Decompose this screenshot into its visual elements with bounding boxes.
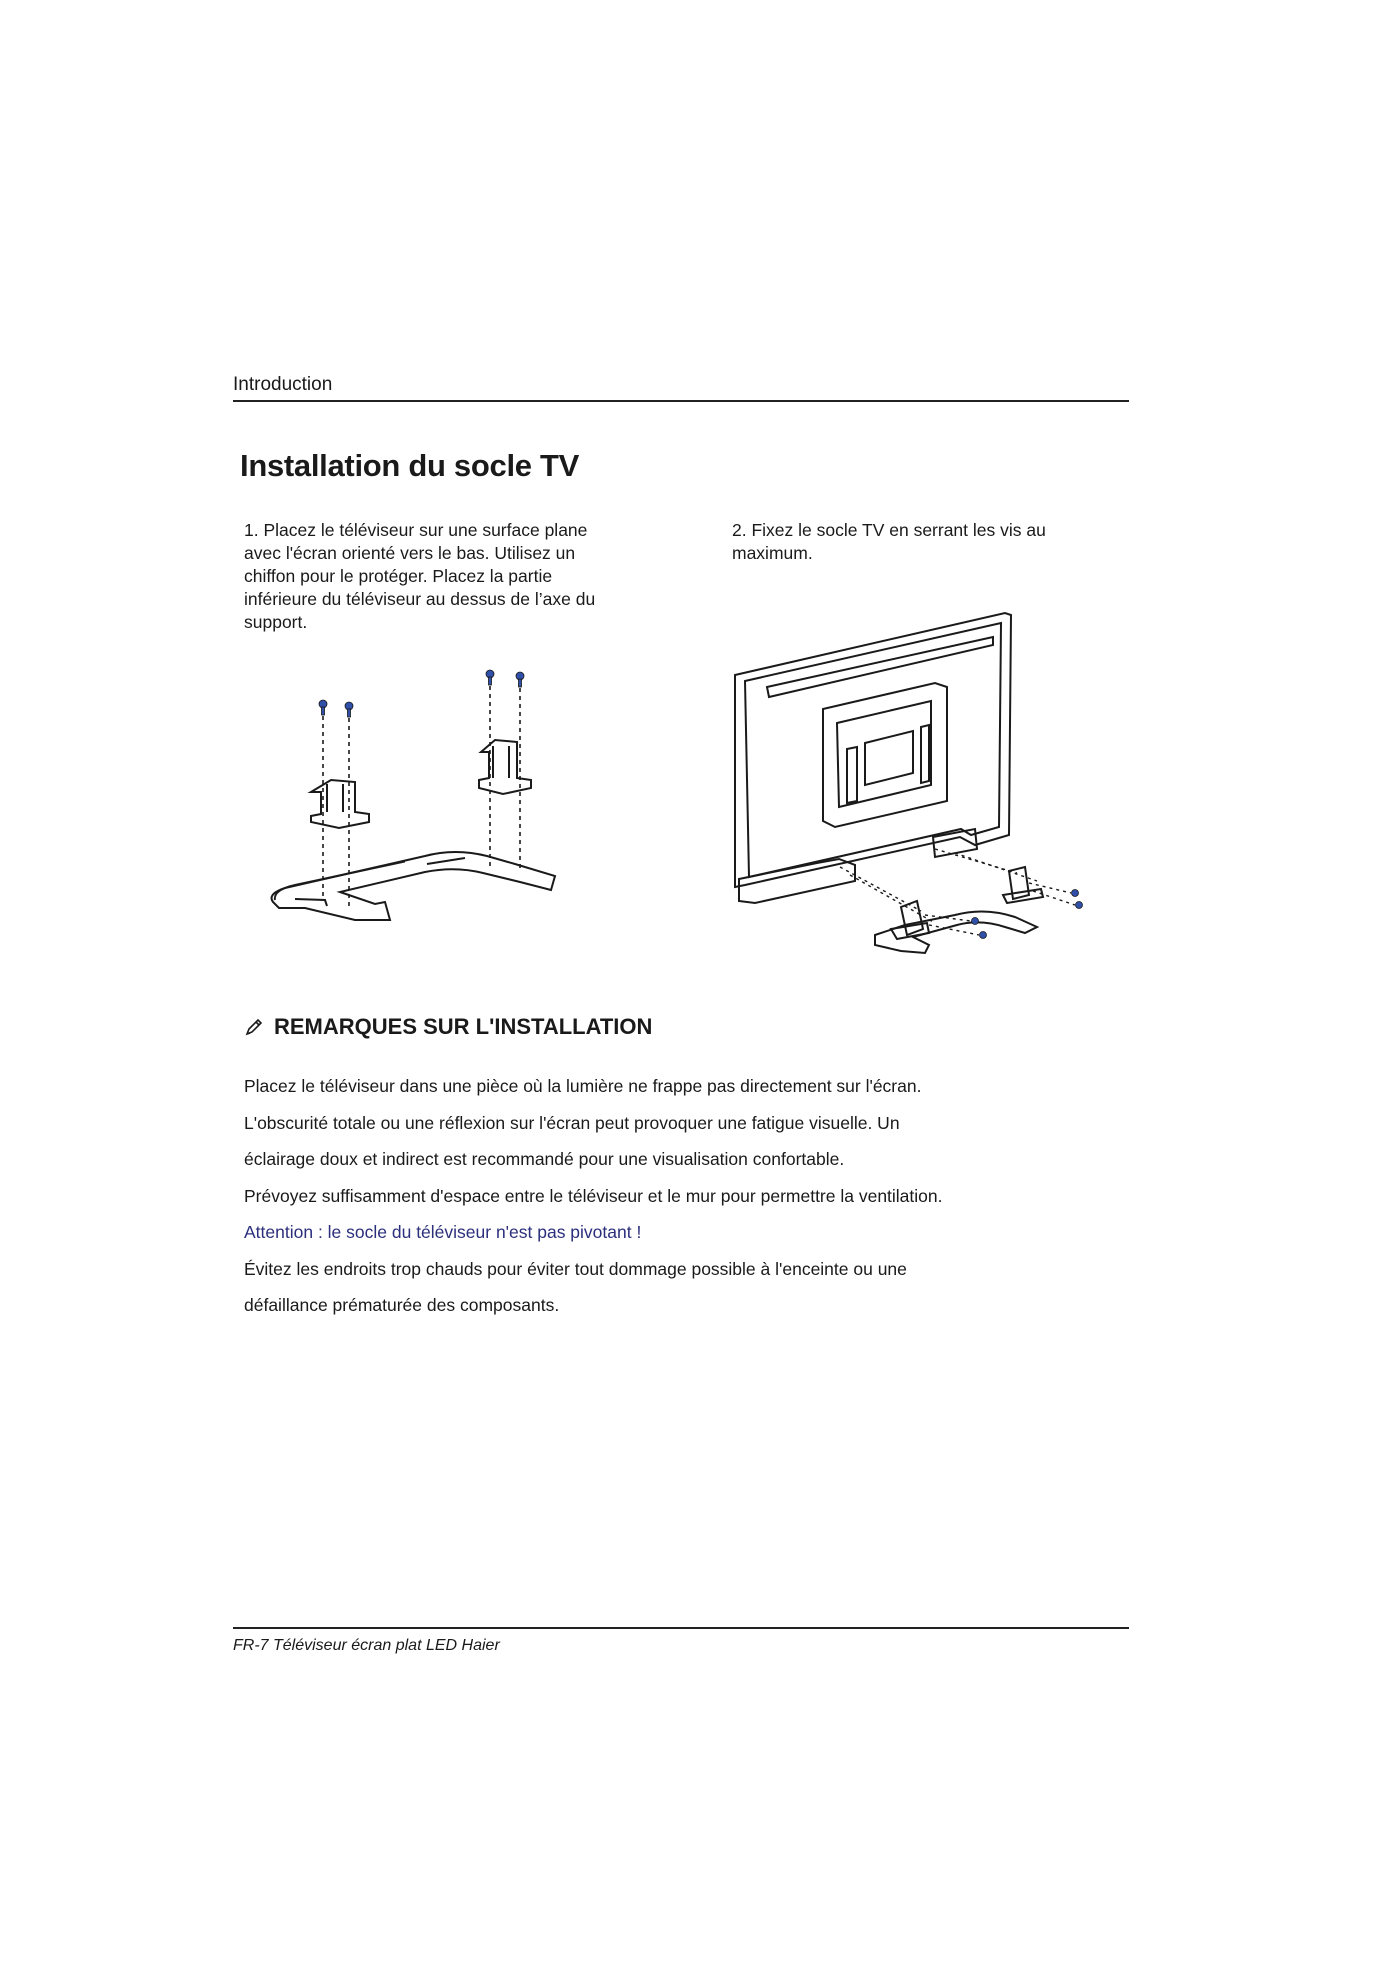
section-label: Introduction	[233, 374, 333, 395]
page-title: Installation du socle TV	[240, 448, 580, 483]
note-line: Prévoyez suffisamment d'espace entre le téléviseur et le mur pour permettre la ventilation.	[244, 1185, 943, 1206]
step-2-text: 2. Fixez le socle TV en serrant les vis au maximum.	[732, 520, 1046, 563]
note-line: L'obscurité totale ou une réflexion sur l'écran peut provoquer une fatigue visuelle. Un	[244, 1112, 900, 1133]
footer-rule	[233, 1627, 1129, 1629]
note-line: défaillance prématurée des composants.	[244, 1295, 560, 1315]
note-line: Évitez les endroits trop chauds pour éviter tout dommage possible à l'enceinte ou une	[244, 1258, 907, 1279]
attention-note: Attention : le socle du téléviseur n'est pas pivotant !	[244, 1222, 642, 1242]
page-footer: FR-7 Téléviseur écran plat LED Haier	[233, 1637, 500, 1654]
pencil-icon	[244, 1017, 264, 1037]
notes-heading-text: REMARQUES SUR L'INSTALLATION	[274, 1014, 653, 1039]
step-1-text: 1. Placez le téléviseur sur une surface plane avec l'écran orienté vers le bas. Utilisez un chiffon pour le protéger. Placez la partie inférieure du téléviseur au dessus de l’axe du support.	[244, 520, 596, 632]
tv-back-stand-mount-illustration	[725, 605, 1095, 965]
header-rule	[233, 400, 1129, 402]
stand-assembly-illustration	[265, 650, 595, 950]
note-line: éclairage doux et indirect est recommandé pour une visualisation confortable.	[244, 1149, 845, 1169]
note-line: Placez le téléviseur dans une pièce où la lumière ne frappe pas directement sur l'écran.	[244, 1076, 922, 1096]
notes-heading	[244, 1014, 652, 1040]
notes-list	[244, 1072, 1104, 1328]
